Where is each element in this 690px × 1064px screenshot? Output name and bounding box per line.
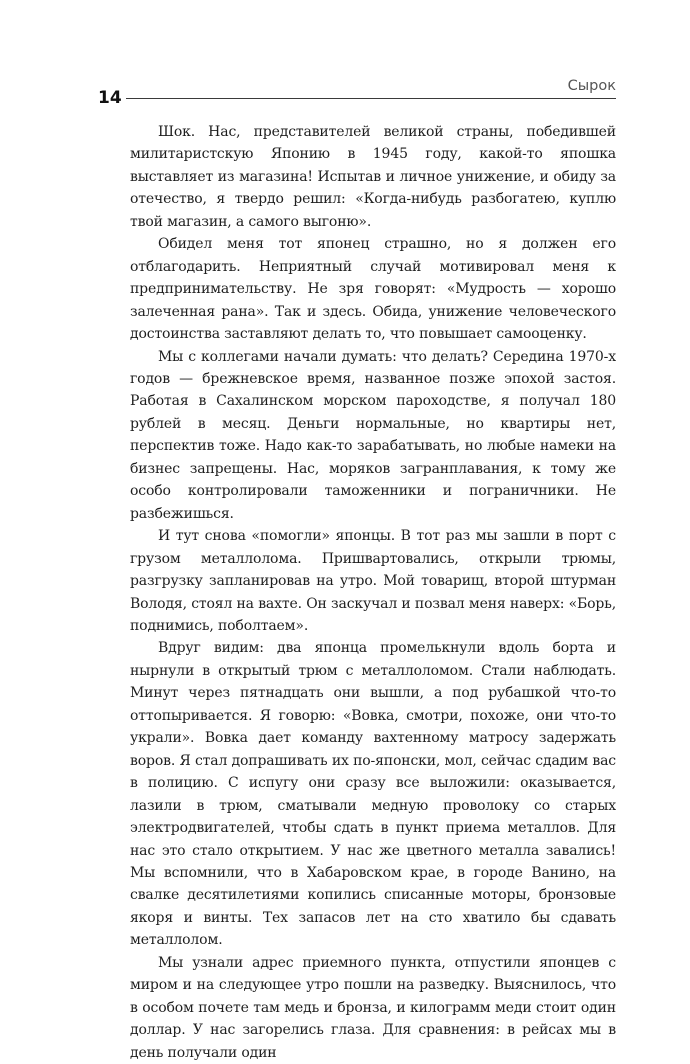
- running-title: Сырок: [567, 78, 616, 94]
- paragraph: Обидел меня тот японец страшно, но я должен его отблагодарить. Неприятный случай мотивировал меня к предпринимательству. Не зря говорят: «Мудрость — хорошо залеченная рана». Так и здесь. Обида, унижение человеческого достоинства заставляют делать то, что повышает самооценку.: [130, 236, 616, 343]
- paragraph: Вдруг видим: два японца промелькнули вдоль борта и нырнули в открытый трюм с металлоломом. Стали наблюдать. Минут через пятнадцать они вышли, а под рубашкой что-то оттопыривается. Я говорю: «Вовка, смотри, похоже, они что-то украли». Вовка дает команду вахтенному матросу задержать воров. Я стал допрашивать их по-японски, мол, сейчас сдадим вас в полицию. С испугу они сразу все выложили: оказывается, лазили в трюм, сматывали медную проволоку со старых электродвигателей, чтобы сдать в пункт приема металлов. Для нас это стало открытием. У нас же цветного металла завались! Мы вспомнили, что в Хабаровском крае, в городе Ванино, на свалке десятилетиями копились списанные моторы, бронзовые якоря и винты. Тех запасов лет на сто хватило бы сдавать металлолом.: [130, 640, 616, 949]
- paragraph: И тут снова «помогли» японцы. В тот раз мы зашли в порт с грузом металлолома. Пришвартовались, открыли трюмы, разгрузку запланировав на утро. Мой товарищ, второй штурман Володя, стоял на вахте. Он заскучал и позвал меня наверх: «Борь, поднимись, поболтаем».: [130, 528, 616, 634]
- page-header: [0, 0, 690, 110]
- paragraph: Мы с коллегами начали думать: что делать? Середина 1970-х годов — брежневское время, названное позже эпохой застоя. Работая в Сахалинском морском пароходстве, я получал 180 рублей в месяц. Деньги нормальные, но квартиры нет, перспектив тоже. Надо как-то зарабатывать, но любые намеки на бизнес запрещены. Нас, моряков загранплавания, к тому же особо контролировали таможенники и пограничники. Не разбежишься.: [130, 348, 616, 522]
- paragraph: Шок. Нас, представителей великой страны, победившей милитаристскую Японию в 1945 году, какой-то япошка выставляет из магазина! Испытав и личное унижение, и обиду за отечество, я твердо решил: «Когда-нибудь разбогатею, куплю твой магазин, а самого выгоню».: [130, 124, 616, 230]
- header-rule: [126, 98, 616, 99]
- paragraph: Мы узнали адрес приемного пункта, отпустили японцев с миром и на следующее утро пошли на разведку. Выяснилось, что в особом почете там медь и бронза, и килограмм меди стоит один доллар. У нас загорелись глаза. Для сравнения: в рейсах мы в день получали один: [130, 954, 616, 1061]
- page-number: 14: [98, 88, 122, 108]
- body-text: [130, 121, 616, 1064]
